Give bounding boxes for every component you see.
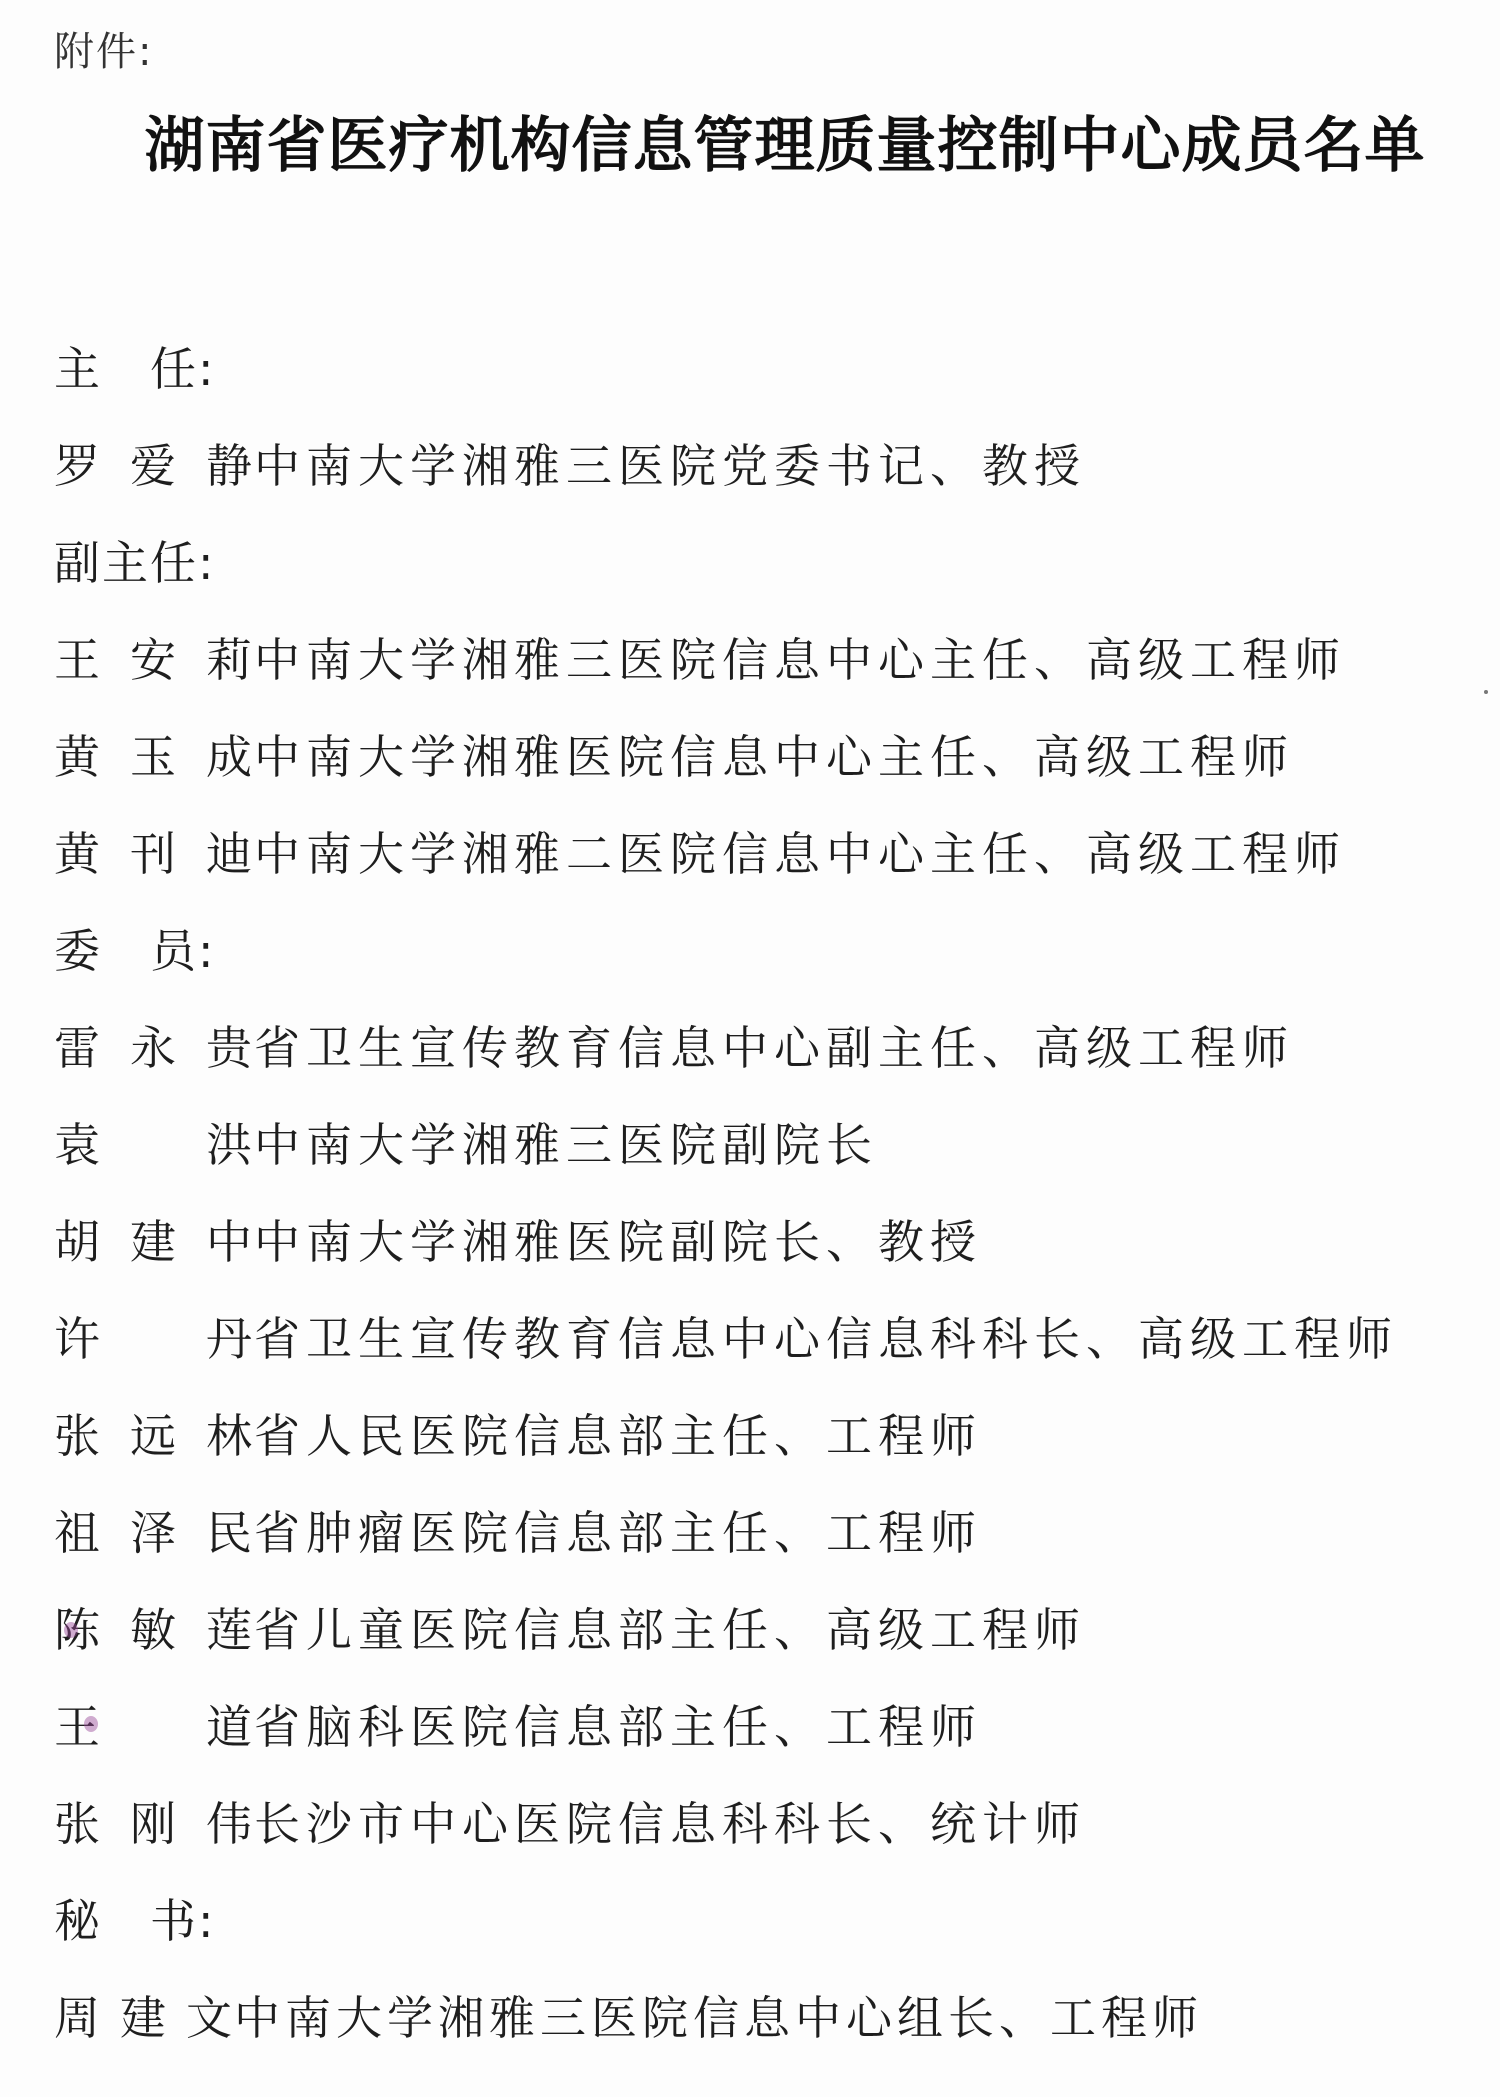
member-position: 中南大学湘雅二医院信息中心主任、高级工程师 [254, 826, 1346, 881]
member-row [54, 1581, 1454, 1678]
section-heading-director [54, 320, 1454, 417]
member-name: 周建文 [54, 1990, 234, 2045]
member-name: 陈敏莲 [54, 1602, 254, 1657]
member-name: 王安莉 [54, 632, 254, 687]
member-name: 黄玉成 [54, 729, 254, 784]
member-row [54, 1775, 1454, 1872]
member-row [54, 1193, 1454, 1290]
section-heading-deputy-director [54, 514, 1454, 611]
section-heading-secretary [54, 1872, 1454, 1969]
member-name: 罗爱静 [54, 438, 254, 493]
member-row [54, 805, 1454, 902]
role-heading: 秘 书: [54, 1893, 216, 1948]
member-row [54, 999, 1454, 1096]
role-heading: 委 员: [54, 923, 216, 978]
member-row [54, 708, 1454, 805]
member-position: 中南大学湘雅三医院信息中心主任、高级工程师 [254, 632, 1346, 687]
member-name: 王 道 [54, 1699, 254, 1754]
member-position: 中南大学湘雅三医院信息中心组长、工程师 [234, 1990, 1203, 2045]
member-position: 中南大学湘雅三医院副院长 [254, 1117, 878, 1172]
member-position: 省人民医院信息部主任、工程师 [254, 1408, 982, 1463]
member-row [54, 1484, 1454, 1581]
member-name: 张刚伟 [54, 1796, 254, 1851]
member-row [54, 611, 1454, 708]
member-position: 中南大学湘雅医院副院长、教授 [254, 1214, 982, 1269]
member-row [54, 1678, 1454, 1775]
role-heading: 副主任: [54, 535, 216, 590]
member-name: 黄刊迪 [54, 826, 254, 881]
attachment-label: 附件: [54, 29, 154, 75]
member-row [54, 1969, 1454, 2066]
member-name: 许 丹 [54, 1311, 254, 1366]
member-position: 省卫生宣传教育信息中心信息科科长、高级工程师 [254, 1311, 1398, 1366]
member-row [54, 1387, 1454, 1484]
member-name: 雷永贵 [54, 1020, 254, 1075]
document-title: 湖南省医疗机构信息管理质量控制中心成员名单 [144, 111, 1426, 181]
member-position: 省卫生宣传教育信息中心副主任、高级工程师 [254, 1020, 1294, 1075]
member-list [54, 320, 1454, 2066]
ink-smudge [84, 1716, 98, 1732]
section-heading-committee [54, 902, 1454, 999]
role-heading: 主 任: [54, 341, 216, 396]
member-row [54, 1096, 1454, 1193]
scan-speck [1484, 690, 1488, 694]
member-name: 张远林 [54, 1408, 254, 1463]
member-position: 中南大学湘雅医院信息中心主任、高级工程师 [254, 729, 1294, 784]
member-position: 长沙市中心医院信息科科长、统计师 [254, 1796, 1086, 1851]
member-name: 祖泽民 [54, 1505, 254, 1560]
member-position: 省儿童医院信息部主任、高级工程师 [254, 1602, 1086, 1657]
member-name: 胡建中 [54, 1214, 254, 1269]
member-name: 袁 洪 [54, 1117, 254, 1172]
member-position: 中南大学湘雅三医院党委书记、教授 [254, 438, 1086, 493]
member-row [54, 1290, 1454, 1387]
ink-smudge [64, 1622, 78, 1638]
member-position: 省脑科医院信息部主任、工程师 [254, 1699, 982, 1754]
member-position: 省肿瘤医院信息部主任、工程师 [254, 1505, 982, 1560]
member-row [54, 417, 1454, 514]
